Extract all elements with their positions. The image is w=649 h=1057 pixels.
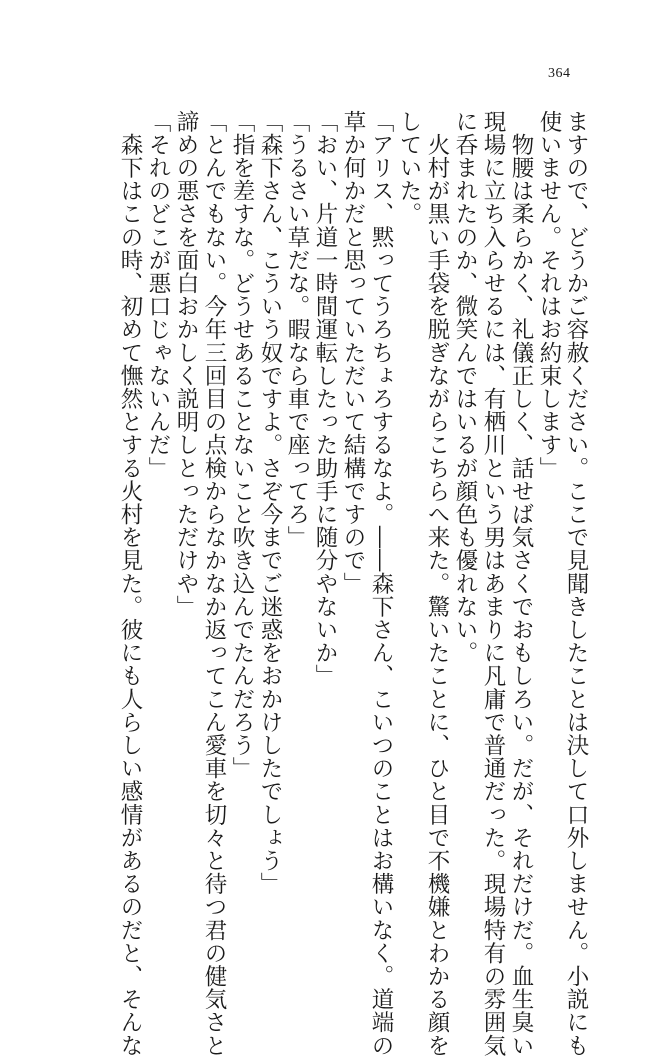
text-line: 使いません。それはお約束します」 <box>536 110 562 480</box>
text-line: 現場に立ち入らせるには、有栖川という男はあまりに凡庸で普通だった。現場特有の雰囲気 <box>480 110 506 1057</box>
text-line: 物腰は柔らかく、礼儀正しく、話せば気さくでおもしろい。だが、それだけだ。血生臭い <box>508 110 534 1057</box>
text-line: 森下はこの時、初めて憮然とする火村を見た。彼にも人らしい感情があるのだと、そんな <box>117 110 143 1057</box>
text-line: に呑まれたのか、微笑んではいるが顔色も優れない。 <box>452 110 478 665</box>
text-line: 「森下さん、こういう奴ですよ。さぞ今までご迷惑をおかけしたでしょう」 <box>257 110 283 896</box>
text-line: 諦めの悪さを面白おかしく説明しとっただけや」 <box>173 110 199 619</box>
text-line: 火村が黒い手袋を脱ぎながらこちらへ来た。驚いたことに、ひと目で不機嫌とわかる顔を <box>424 110 450 1057</box>
page-number: 364 <box>548 66 571 81</box>
text-line: 「アリス、黙ってうろちょろするなよ。――森下さん、こいつのことはお構いなく。道端の <box>368 110 394 1057</box>
text-line: 「うるさい草だな。暇なら車で座ってろ」 <box>284 110 310 549</box>
text-line: 「とんでもない。今年三回目の点検からなかなか返ってこん愛車を切々と待つ君の健気さと <box>201 110 227 1057</box>
text-line: 「それのどこが悪口じゃないんだ」 <box>145 110 171 480</box>
text-line: していた。 <box>396 110 422 226</box>
text-line: 「指を差すな。どうせあることないこと吹き込んでたんだろう」 <box>229 110 255 780</box>
text-line: ますので、どうかご容赦ください。ここで見聞きしたことは決して口外しません。小説にも <box>563 110 589 1057</box>
text-line: 「おい、片道一時間運転したった助手に随分やないか」 <box>312 110 338 688</box>
text-line: 草か何かだと思っていただいて結構ですので」 <box>340 110 366 596</box>
